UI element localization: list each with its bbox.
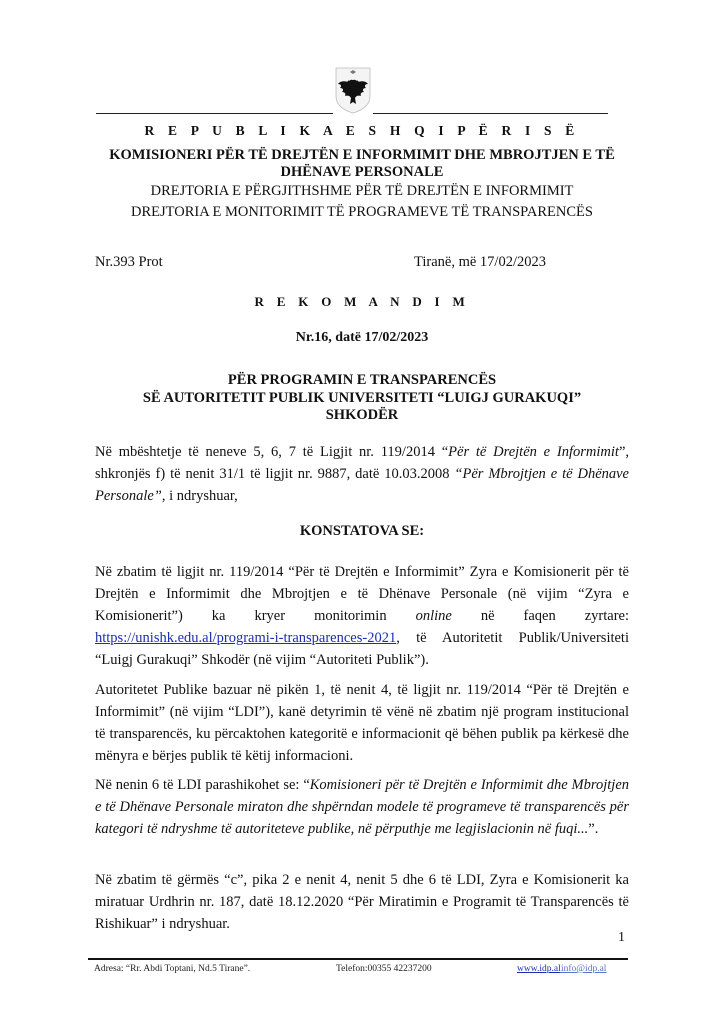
republic-heading: R E P U B L I K A E S H Q I P Ë R I S Ë: [144, 123, 580, 138]
footer-rule: [88, 958, 628, 960]
legal-basis-paragraph: [95, 441, 629, 507]
subject-line-3: SHKODËR: [325, 407, 399, 423]
basis-law-title: Për të Drejtën e Informimit: [448, 444, 619, 460]
paragraph-text: Në zbatim të ligjit nr. 119/2014 “Për të Drejtën e Informimit” Zyra e Komisionerit për të Drejtën e Informimit dhe Mbrojtjen e të Dhënave Personale (në vijim “Zyra e Komisionerit”) ka kryer monitorimin: [95, 564, 629, 624]
subject-line-2: SË AUTORITETIT PUBLIK UNIVERSITETI “LUIGJ GURAKUQI”: [142, 389, 582, 406]
footer-website-link[interactable]: www.idp.al: [517, 964, 561, 974]
footer-email-link[interactable]: info@idp.al: [561, 964, 607, 974]
paragraph-quote: Komisioneri për të Drejtën e Informimit dhe Mbrojtjen e të Dhënave Personale miraton dhe shpërndan modele të programeve të transparencës për kategori të ndryshme të autoriteteve publike, në përputhje me legjislacionin në fuqi...: [95, 777, 630, 837]
recommendation-number: Nr.16, datë 17/02/2023: [295, 330, 429, 345]
albania-coat-of-arms-icon: [333, 66, 373, 114]
paragraph-monitoring: [95, 561, 629, 671]
directorate-general: DREJTORIA E PËRGJITHSHME PËR TË DREJTËN E INFORMIMIT: [150, 183, 574, 199]
footer-address: Adresa: “Rr. Abdi Toptani, Nd.5 Tirane”.: [94, 964, 251, 974]
directorates: [80, 181, 644, 223]
basis-text: ”, shkronjës f) të nenit 31/1 të ligjit nr. 9887, datë 10.03.2008: [95, 444, 629, 482]
paragraph-article-6: [95, 774, 629, 840]
directorate-monitoring: DREJTORIA E MONITORIMIT TË PROGRAMEVE TË TRANSPARENCËS: [131, 204, 593, 220]
place-date: Tiranë, më 17/02/2023: [414, 254, 546, 270]
commission-line-1: KOMISIONERI PËR TË DREJTËN E INFORMIMIT DHE MBROJTJEN E TË: [109, 147, 615, 163]
commission-line-2: DHËNAVE PERSONALE: [280, 164, 444, 180]
commission-name: [80, 147, 644, 181]
paragraph-emphasis: online: [415, 608, 452, 624]
paragraph-order: Në zbatim të gërmës “c”, pika 2 e nenit 4, nenit 5 dhe 6 të LDI, Zyra e Komisionerit ka miratuar Urdhrin nr. 187, datë 18.12.2020 “Për Miratimin e Programit të Transparencës të Rishikuar” i ndryshuar.: [95, 872, 629, 932]
section-heading: KONSTATOVA SE:: [299, 523, 425, 539]
paragraph-text: , të Autoritetit Publik/Universiteti “Luigj Gurakuqi” Shkodër (në vijim “Autoriteti Publik”).: [95, 630, 629, 668]
paragraph-text: Në nenin 6 të LDI parashikohet se: “: [95, 777, 310, 793]
transparency-program-link[interactable]: https://unishk.edu.al/programi-i-transparences-2021: [95, 630, 397, 646]
header-rule-right: [373, 113, 608, 114]
subject-line-1: PËR PROGRAMIN E TRANSPARENCËS: [227, 372, 497, 388]
document-title: R E K O M A N D I M: [254, 294, 470, 309]
protocol-number: Nr.393 Prot: [95, 254, 163, 270]
footer-phone: Telefon:00355 42237200: [336, 964, 432, 974]
paragraph-obligation: Autoritetet Publike bazuar në pikën 1, të nenit 4, të ligjit nr. 119/2014 “Për të Drejtën e Informimit” (në vijim “LDI”), kanë detyrimin të vënë në zbatim një program institucional të transparencës, ku përcaktohen kategoritë e informacionit që bëhen publik pa kërkesë dhe mënyra e bërjes publik të këtij informacioni.: [95, 682, 629, 764]
page-number: 1: [618, 930, 625, 945]
basis-text: Në mbështetje të neneve 5, 6, 7 të Ligjit nr. 119/2014 “: [95, 444, 449, 460]
paragraph-text: ”.: [588, 821, 599, 837]
basis-text: , i ndryshuar,: [161, 488, 238, 504]
paragraph-text: në faqen zyrtare:: [451, 608, 629, 624]
basis-law-title: “Për Mbrojtjen e të Dhënave Personale”: [95, 466, 629, 504]
recommendation-subject: [80, 372, 644, 425]
header-rule-left: [96, 113, 333, 114]
